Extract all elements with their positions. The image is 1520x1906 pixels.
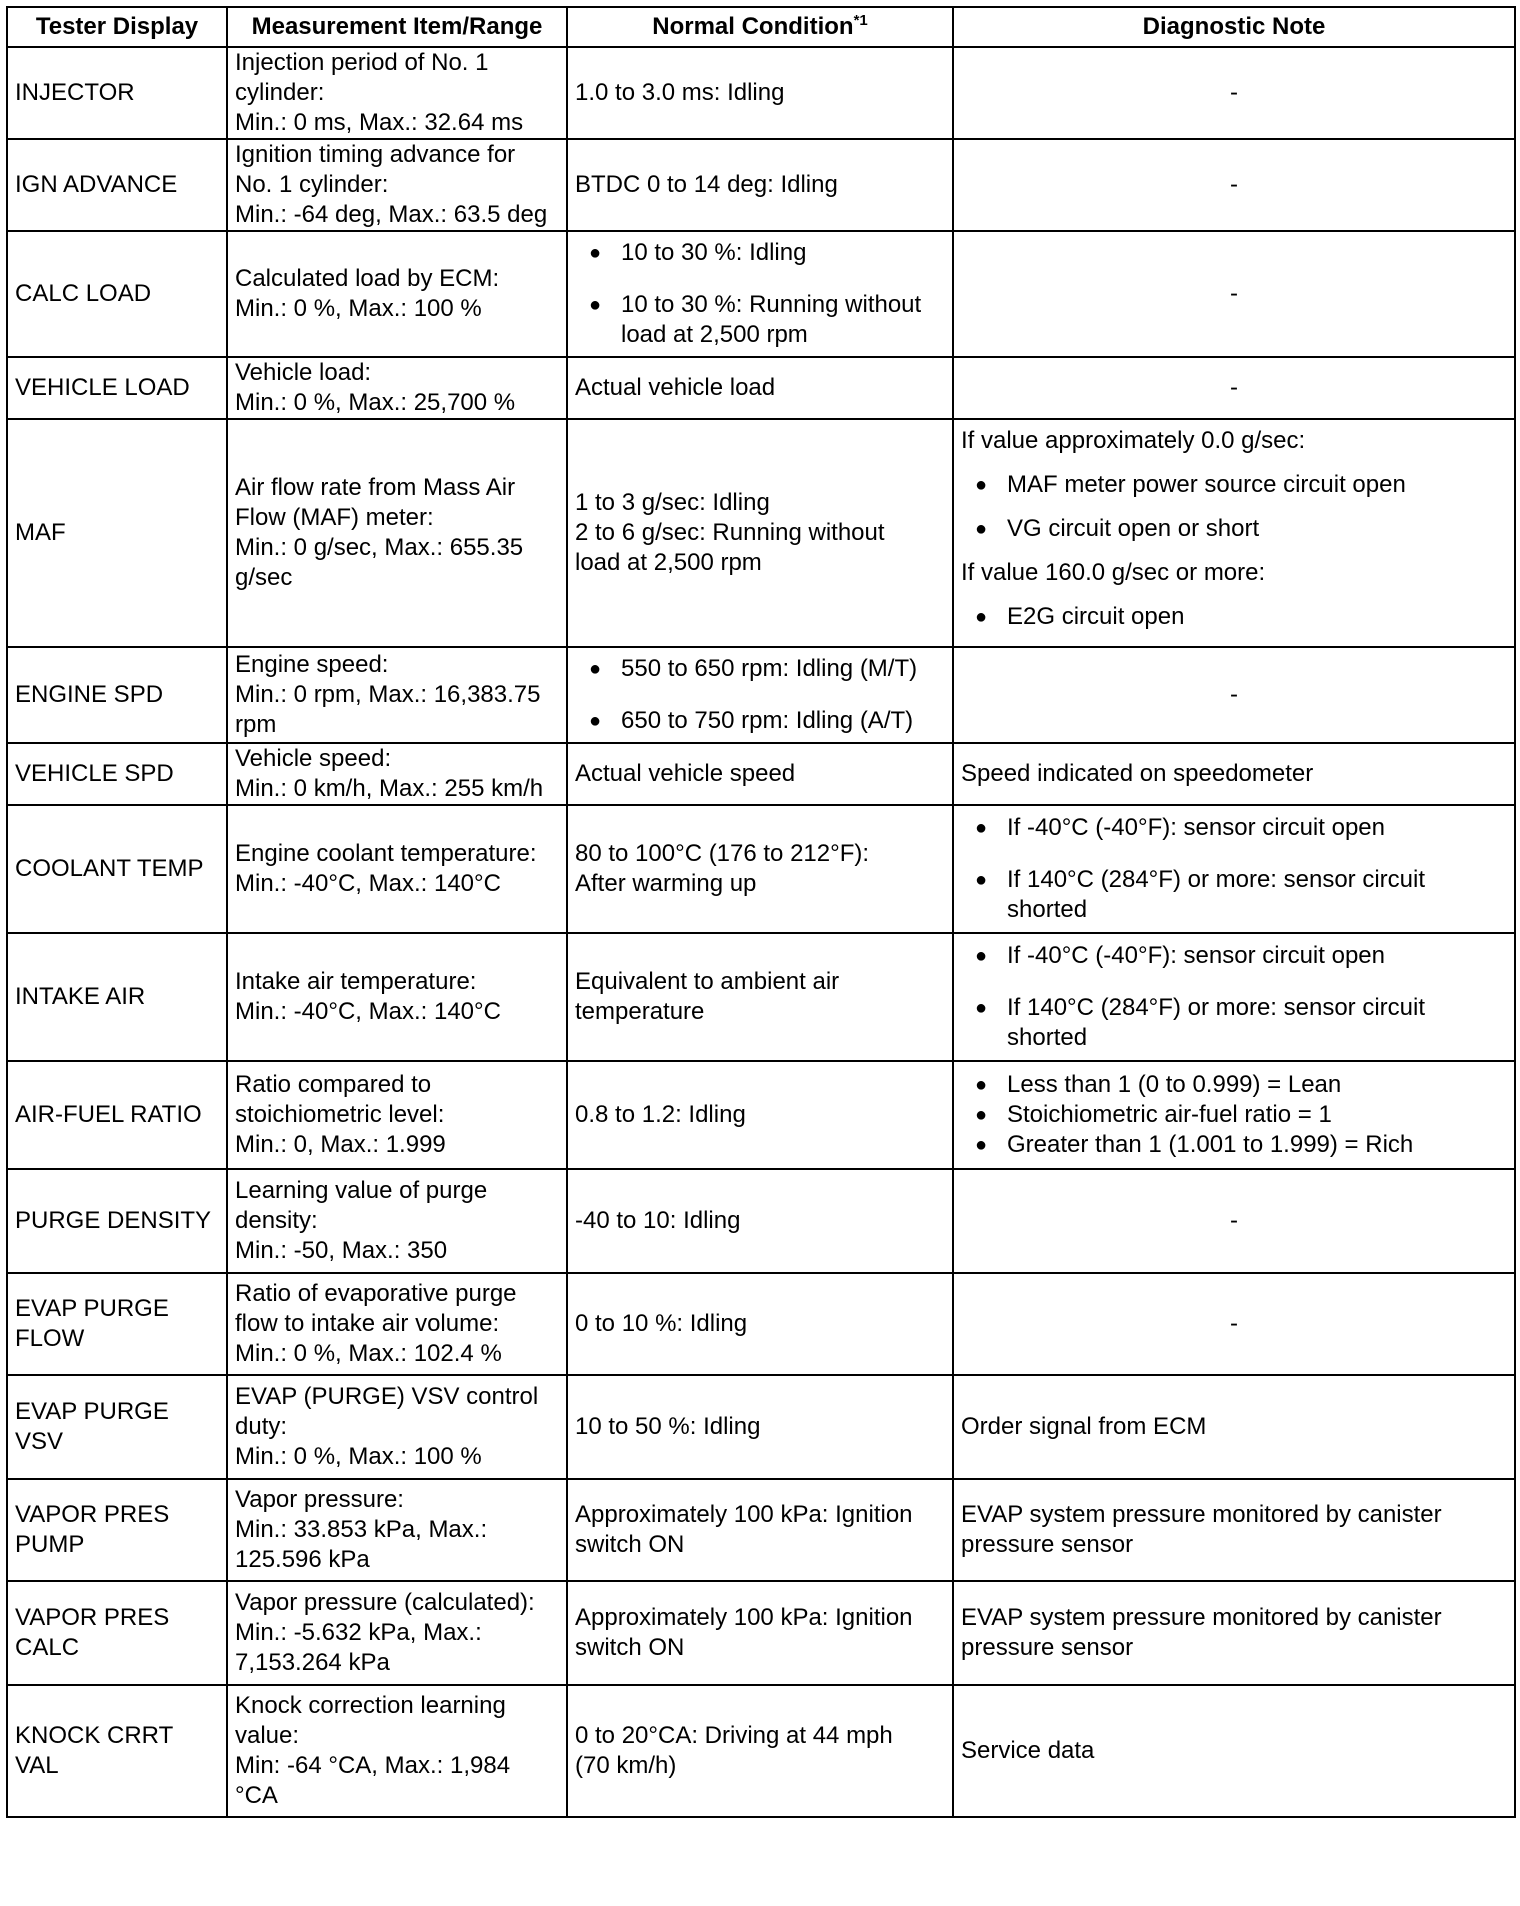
table-row [7, 1375, 1515, 1479]
table-row [7, 357, 1515, 419]
cell-diagnostic-note: - [953, 1169, 1515, 1273]
cell-tester-display: VAPOR PRES CALC [7, 1581, 227, 1685]
cell-diagnostic-note: EVAP system pressure monitored by canister pressure sensor [953, 1479, 1515, 1581]
cell-measurement-range: Vapor pressure (calculated): Min.: -5.632 kPa, Max.: 7,153.264 kPa [227, 1581, 567, 1685]
list-item: ● If 140°C (284°F) or more: sensor circuit shorted [961, 993, 1507, 1053]
cell-tester-display: INTAKE AIR [7, 933, 227, 1061]
cell-tester-display: VEHICLE LOAD [7, 357, 227, 419]
cell-normal-condition: BTDC 0 to 14 deg: Idling [567, 139, 953, 231]
cell-diagnostic-note: - [953, 357, 1515, 419]
cell-tester-display: MAF [7, 419, 227, 647]
note-intro: If value 160.0 g/sec or more: [961, 559, 1266, 586]
cell-normal-condition: 0.8 to 1.2: Idling [567, 1061, 953, 1169]
table-row [7, 47, 1515, 139]
list-item: ● 550 to 650 rpm: Idling (M/T) [575, 654, 945, 684]
table-row [7, 1061, 1515, 1169]
tester-data-table [6, 6, 1516, 1818]
cell-tester-display: EVAP PURGE VSV [7, 1375, 227, 1479]
header-row [7, 7, 1515, 47]
cell-normal-condition: Actual vehicle load [567, 357, 953, 419]
table-row [7, 1685, 1515, 1817]
cell-normal-condition: Approximately 100 kPa: Ignition switch ON [567, 1581, 953, 1685]
table-row [7, 1479, 1515, 1581]
cell-diagnostic-note: Order signal from ECM [953, 1375, 1515, 1479]
cell-measurement-range: Engine speed: Min.: 0 rpm, Max.: 16,383.75 rpm [227, 647, 567, 743]
cell-measurement-range: Vehicle load: Min.: 0 %, Max.: 25,700 % [227, 357, 567, 419]
table-row [7, 419, 1515, 647]
note-intro: If value approximately 0.0 g/sec: [961, 427, 1306, 454]
cell-measurement-range: Knock correction learning value: Min: -64 °CA, Max.: 1,984 °CA [227, 1685, 567, 1817]
cell-normal-condition: 10 to 50 %: Idling [567, 1375, 953, 1479]
list-item: ● VG circuit open or short [961, 514, 1507, 544]
cell-diagnostic-note [953, 419, 1515, 647]
header-diagnostic-note: Diagnostic Note [953, 7, 1515, 47]
header-tester-display: Tester Display [7, 7, 227, 47]
list-item: ● If 140°C (284°F) or more: sensor circuit shorted [961, 865, 1507, 925]
normal-condition-list [575, 654, 945, 736]
cell-diagnostic-note: Service data [953, 1685, 1515, 1817]
cell-measurement-range: EVAP (PURGE) VSV control duty: Min.: 0 %, Max.: 100 % [227, 1375, 567, 1479]
table-row [7, 139, 1515, 231]
cell-tester-display: IGN ADVANCE [7, 139, 227, 231]
list-item: ● E2G circuit open [961, 602, 1507, 632]
diagnostic-note-list [961, 813, 1507, 925]
cell-diagnostic-note: - [953, 47, 1515, 139]
diagnostic-note-list [961, 470, 1507, 544]
table-row [7, 1273, 1515, 1375]
table-row [7, 933, 1515, 1061]
table-row [7, 647, 1515, 743]
cell-diagnostic-note [953, 1061, 1515, 1169]
cell-normal-condition [567, 231, 953, 357]
cell-tester-display: EVAP PURGE FLOW [7, 1273, 227, 1375]
cell-diagnostic-note: - [953, 139, 1515, 231]
footnote-marker: *1 [853, 12, 868, 29]
cell-diagnostic-note: - [953, 231, 1515, 357]
header-normal-condition-label: Normal Condition [652, 13, 854, 40]
cell-measurement-range: Ratio of evaporative purge flow to intake air volume: Min.: 0 %, Max.: 102.4 % [227, 1273, 567, 1375]
cell-measurement-range: Calculated load by ECM: Min.: 0 %, Max.: 100 % [227, 231, 567, 357]
cell-tester-display: PURGE DENSITY [7, 1169, 227, 1273]
list-item: ● Less than 1 (0 to 0.999) = Lean [961, 1070, 1507, 1100]
cell-normal-condition: Approximately 100 kPa: Ignition switch ON [567, 1479, 953, 1581]
list-item: ● 10 to 30 %: Running without load at 2,500 rpm [575, 290, 945, 350]
data-table-page [6, 6, 1514, 1900]
table-row [7, 805, 1515, 933]
list-item: ● If -40°C (-40°F): sensor circuit open [961, 941, 1507, 971]
list-item: ● MAF meter power source circuit open [961, 470, 1507, 500]
header-measurement-item: Measurement Item/Range [227, 7, 567, 47]
cell-measurement-range: Vehicle speed: Min.: 0 km/h, Max.: 255 km/h [227, 743, 567, 805]
cell-diagnostic-note: - [953, 647, 1515, 743]
cell-measurement-range: Vapor pressure: Min.: 33.853 kPa, Max.: 125.596 kPa [227, 1479, 567, 1581]
list-item: ● If -40°C (-40°F): sensor circuit open [961, 813, 1507, 843]
cell-diagnostic-note: EVAP system pressure monitored by canister pressure sensor [953, 1581, 1515, 1685]
cell-diagnostic-note: - [953, 1273, 1515, 1375]
cell-tester-display: VAPOR PRES PUMP [7, 1479, 227, 1581]
cell-normal-condition: 0 to 20°CA: Driving at 44 mph (70 km/h) [567, 1685, 953, 1817]
cell-measurement-range: Engine coolant temperature: Min.: -40°C, Max.: 140°C [227, 805, 567, 933]
cell-normal-condition: 0 to 10 %: Idling [567, 1273, 953, 1375]
cell-diagnostic-note [953, 805, 1515, 933]
cell-measurement-range: Ignition timing advance for No. 1 cylinder: Min.: -64 deg, Max.: 63.5 deg [227, 139, 567, 231]
list-item: ● 10 to 30 %: Idling [575, 238, 945, 268]
cell-normal-condition: Actual vehicle speed [567, 743, 953, 805]
table-row [7, 1581, 1515, 1685]
cell-tester-display: ENGINE SPD [7, 647, 227, 743]
cell-normal-condition: 1 to 3 g/sec: Idling 2 to 6 g/sec: Running without load at 2,500 rpm [567, 419, 953, 647]
cell-normal-condition: 1.0 to 3.0 ms: Idling [567, 47, 953, 139]
cell-measurement-range: Injection period of No. 1 cylinder: Min.: 0 ms, Max.: 32.64 ms [227, 47, 567, 139]
table-row [7, 231, 1515, 357]
list-item: ● Greater than 1 (1.001 to 1.999) = Rich [961, 1130, 1507, 1160]
cell-tester-display: AIR-FUEL RATIO [7, 1061, 227, 1169]
cell-normal-condition [567, 647, 953, 743]
cell-normal-condition: 80 to 100°C (176 to 212°F): After warming up [567, 805, 953, 933]
cell-diagnostic-note: Speed indicated on speedometer [953, 743, 1515, 805]
cell-tester-display: CALC LOAD [7, 231, 227, 357]
cell-tester-display: COOLANT TEMP [7, 805, 227, 933]
cell-tester-display: VEHICLE SPD [7, 743, 227, 805]
diagnostic-note-list [961, 1070, 1507, 1160]
cell-measurement-range: Learning value of purge density: Min.: -50, Max.: 350 [227, 1169, 567, 1273]
diagnostic-note-list [961, 941, 1507, 1053]
header-normal-condition [567, 7, 953, 47]
cell-diagnostic-note [953, 933, 1515, 1061]
cell-tester-display: INJECTOR [7, 47, 227, 139]
list-item: ● 650 to 750 rpm: Idling (A/T) [575, 706, 945, 736]
cell-measurement-range: Ratio compared to stoichiometric level: Min.: 0, Max.: 1.999 [227, 1061, 567, 1169]
cell-measurement-range: Intake air temperature: Min.: -40°C, Max.: 140°C [227, 933, 567, 1061]
cell-measurement-range: Air flow rate from Mass Air Flow (MAF) meter: Min.: 0 g/sec, Max.: 655.35 g/sec [227, 419, 567, 647]
cell-normal-condition: Equivalent to ambient air temperature [567, 933, 953, 1061]
list-item: ● Stoichiometric air-fuel ratio = 1 [961, 1100, 1507, 1130]
cell-normal-condition: -40 to 10: Idling [567, 1169, 953, 1273]
cell-tester-display: KNOCK CRRT VAL [7, 1685, 227, 1817]
normal-condition-list [575, 238, 945, 350]
table-row [7, 1169, 1515, 1273]
diagnostic-note-list [961, 602, 1507, 632]
table-row [7, 743, 1515, 805]
